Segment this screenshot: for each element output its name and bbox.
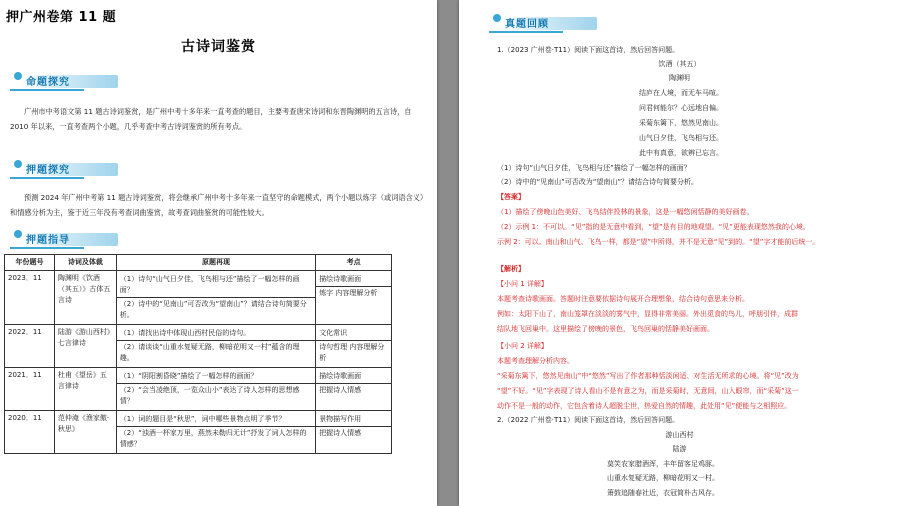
table-header-row xyxy=(5,255,392,271)
poem-line: 此中有真意，欲辨已忘言。 xyxy=(639,149,723,157)
doc-title: 押广州卷第 11 题 xyxy=(6,10,117,25)
bullet-dot-icon xyxy=(14,230,22,238)
right-page xyxy=(459,0,900,506)
question-text: （1）请找出诗中体现山西村民俗的诗句。 xyxy=(119,329,251,337)
sub-question: （1）诗句“山气日夕佳，飞鸟相与还”描绘了一幅怎样的画面？ xyxy=(497,164,691,172)
point-text: 景物描写作用 xyxy=(319,415,362,423)
question-text: （1）“阴阳割昏晓”描绘了一幅怎样的画面？ xyxy=(119,372,258,380)
section-title: 押题探究 xyxy=(26,165,70,176)
cell-year: 2023．11 xyxy=(5,271,55,325)
analysis-text: 例如：太阳下山了，南山笼罩在淡淡的雾气中，显得非常美丽。外出觅食的鸟儿，呼朋引伴，成群 xyxy=(497,310,798,318)
poem-author: 陆游 xyxy=(672,445,687,453)
section-banner-guide xyxy=(4,228,124,250)
cell-questions xyxy=(116,271,315,325)
question-heading: 1.（2023 广州卷·T11）阅读下面这首诗，然后回答问题。 xyxy=(497,46,680,54)
point-text: 描绘诗歌画面 xyxy=(319,275,362,283)
section-banner-exam-analysis xyxy=(4,70,124,92)
poem-author: 陶渊明 xyxy=(669,74,690,82)
table-row xyxy=(5,325,392,368)
cell-poem: 陆游《游山西村》七言律诗 xyxy=(54,325,116,368)
cell-poem: 范仲淹《渔家傲·秋思》 xyxy=(54,411,116,454)
analysis-text: “望”不好。“见”字表现了诗人看山不是有意之为，而是采菊时，无意间，山入眼帘，而“采菊”这一 xyxy=(497,387,799,395)
poem-line: 采菊东篱下，悠然见南山。 xyxy=(639,119,723,127)
point-text: 把握诗人情感 xyxy=(316,383,391,397)
poem-title: 游山西村 xyxy=(665,431,694,439)
cell-year: 2022．11 xyxy=(5,325,55,368)
prediction-text: 预测 2024 年广州中考第 11 题古诗词鉴赏，将会继承广州中考十多年来一直坚守的命题模式，两个小题以炼字（或词语含义）和情感分析为主，鉴于近三年没有考查词曲鉴赏，故考查词曲鉴赏的可能性较大。 xyxy=(10,193,424,217)
analysis-text: 动作不是一般的动作，它包含着诗人超脱尘世，热爱自然的情趣，此处用“见”便能与之相照应。 xyxy=(497,402,792,410)
cell-questions xyxy=(116,411,315,454)
poem-line: 问君何能尔？心远地自偏。 xyxy=(639,104,723,112)
exam-table xyxy=(4,254,392,454)
poem-line: 箫鼓追随春社近，衣冠简朴古风存。 xyxy=(607,489,719,497)
bullet-dot-icon xyxy=(14,72,22,80)
cell-points xyxy=(316,325,392,368)
poem-line: 山重水复疑无路，柳暗花明又一村。 xyxy=(607,474,719,482)
section-banner-prediction xyxy=(4,158,124,180)
poem-title: 饮酒（其五） xyxy=(658,60,701,68)
table-row xyxy=(5,368,392,411)
section-title: 押题指导 xyxy=(26,235,70,246)
poem-line: 结庐在人境，而无车马喧。 xyxy=(639,89,723,97)
left-page xyxy=(0,0,437,506)
analysis-text: 本题考查理解分析内容。 xyxy=(497,357,574,365)
bullet-dot-icon xyxy=(14,160,22,168)
point-text: 把握诗人情感 xyxy=(316,426,391,440)
cell-year: 2021．11 xyxy=(5,368,55,411)
point-text: 诗句哲理 内容理解分析 xyxy=(316,340,391,365)
cell-poem: 杜甫《望岳》五言律诗 xyxy=(54,368,116,411)
cell-year: 2020．11 xyxy=(5,411,55,454)
poem-line: 山气日夕佳，飞鸟相与还。 xyxy=(639,134,723,142)
question-text: （2）“会当凌绝顶，一览众山小”表达了诗人怎样的思想感情？ xyxy=(117,383,315,408)
question-text: （1）诗句“山气日夕佳，飞鸟相与还”描绘了一幅怎样的画面？ xyxy=(119,275,300,294)
point-text: 文化常识 xyxy=(319,329,348,337)
table-header: 原题再现 xyxy=(116,255,315,271)
cell-questions xyxy=(116,325,315,368)
section-title: 命题探究 xyxy=(26,77,70,88)
cell-poem: 陶渊明《饮酒（其五）》古体五言诗 xyxy=(54,271,116,325)
point-text: 炼字 内容理解分析 xyxy=(316,286,391,300)
analysis-label: 【解析】 xyxy=(497,265,525,273)
section-banner-real-questions xyxy=(483,12,603,34)
analysis-text: “采菊东篱下，悠然见南山”中“悠然”写出了作者那种恬淡闲适、对生活无所求的心境。将“见”改为 xyxy=(497,372,799,380)
table-header: 诗词及体裁 xyxy=(54,255,116,271)
cell-points xyxy=(316,411,392,454)
question-text: （2）“浊酒一杯家万里，燕然未勒归无计”抒发了词人怎样的情感？ xyxy=(117,426,315,451)
question-text: （2）请谈谈“山重水复疑无路，柳暗花明又一村”蕴含的理趣。 xyxy=(117,340,315,365)
cell-questions xyxy=(116,368,315,411)
poem-line: 莫笑农家腊酒浑，丰年留客足鸡豚。 xyxy=(607,460,719,468)
bullet-dot-icon xyxy=(493,14,501,22)
analysis-subheading: 【小问 1 详解】 xyxy=(497,280,548,288)
cell-points xyxy=(316,368,392,411)
answer-text: 示例 2：可以。南山和山气、飞鸟一样，都是“望”中所得，并不是无意“见”到的。“望”字才能前后统一。 xyxy=(497,238,820,246)
sub-question: （2）诗中的“见南山”可否改为“望南山”？请结合诗句简要分析。 xyxy=(497,178,698,186)
section-title: 真题回顾 xyxy=(505,19,549,30)
table-row xyxy=(5,271,392,325)
answer-label: 【答案】 xyxy=(497,193,525,201)
analysis-subheading: 【小问 2 详解】 xyxy=(497,342,548,350)
answer-text: （2）示例 1：不可以。“见”指的是无意中看到，“望”是有目的地观望。“见”更能表现悠然我的心境。 xyxy=(497,223,810,231)
point-text: 描绘诗歌画面 xyxy=(319,372,362,380)
table-row xyxy=(5,411,392,454)
question-text: （2）诗中的“见南山”可否改为“望南山”？请结合诗句简要分析。 xyxy=(117,297,315,322)
answer-text: （1）描绘了傍晚山色美好、飞鸟结伴投林的景象，这是一幅悠闲恬静的美好画卷。 xyxy=(497,208,754,216)
doc-subtitle: 古诗词鉴赏 xyxy=(181,39,256,55)
table-header: 考点 xyxy=(316,255,392,271)
question-text: （1）词的题目是“秋思”，词中哪些景物点明了季节？ xyxy=(119,415,286,423)
question-heading: 2.（2022 广州卷·T11）阅读下面这首诗，然后回答问题。 xyxy=(497,416,680,424)
analysis-text: 本题考查诗歌画面。答题时注意要依据诗句展开合理想象，结合诗句意思来分析。 xyxy=(497,295,749,303)
cell-points xyxy=(316,271,392,325)
analysis-text: 结队地飞回巢中。这里描绘了傍晚的景色，飞鸟回巢的恬静美好画面。 xyxy=(497,325,714,333)
exam-analysis-text: 广州市中考语文第 11 题古诗词鉴赏，是广州中考十多年来一直考查的题目，主要考查唐宋诗词和东晋陶渊明的五言诗，自 2010 年以来，一直考查两个小题，几乎考查中考古诗词鉴赏的所有考点。 xyxy=(10,107,412,131)
table-header: 年份题号 xyxy=(5,255,55,271)
